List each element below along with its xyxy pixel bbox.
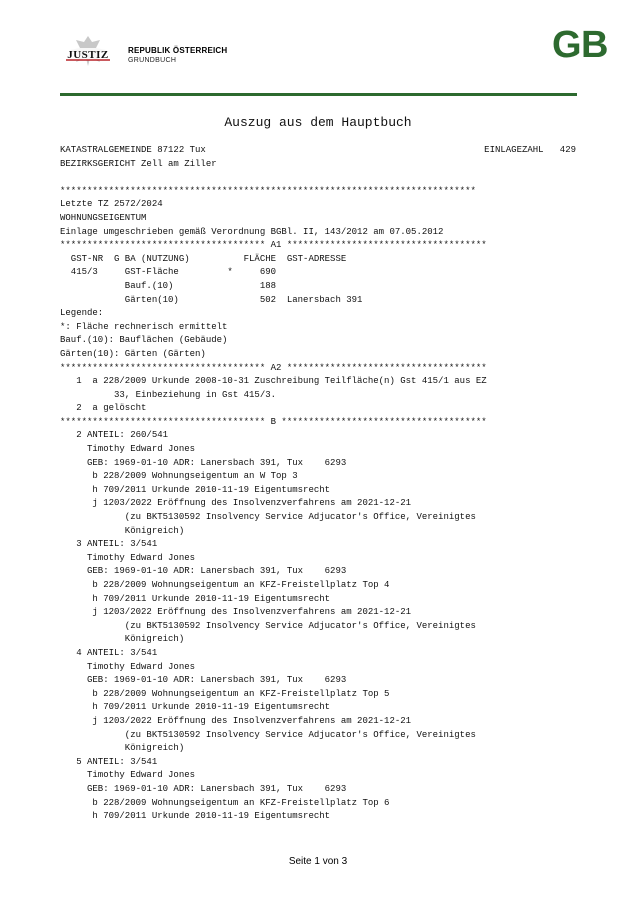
extract-body [60,144,576,824]
header-divider [60,93,577,96]
extract-lines [60,185,576,824]
extract-line: 33, Einbeziehung in Gst 415/3. [60,389,277,400]
brand-block [128,46,227,65]
einlagezahl-value: 429 [559,145,576,155]
page-number: Seite 1 von 3 [288,856,348,867]
extract-line: h 709/2011 Urkunde 2010-11-19 Eigentumsrecht [60,811,331,822]
eagle-emblem-icon [62,32,114,70]
extract-line: (zu BKT5130592 Insolvency Service Adjucator's Office, Vereinigtes [60,620,476,631]
extract-line: Timothy Edward Jones [60,661,196,672]
extract-line: h 709/2011 Urkunde 2010-11-19 Eigentumsrecht [60,702,331,713]
extract-line: b 228/2009 Wohnungseigentum an KFZ-Freistellplatz Top 6 [60,797,390,808]
extract-line: Timothy Edward Jones [60,552,196,563]
einlagezahl-label: EINLAGEZAHL [484,145,544,155]
gb-label: GB [552,24,608,66]
justiz-logo [62,32,114,70]
extract-line: Timothy Edward Jones [60,770,196,781]
extract-line: 415/3 GST-Fläche * 690 [60,267,277,278]
extract-line: Letzte TZ 2572/2024 [60,199,163,210]
extract-line: GEB: 1969-01-10 ADR: Lanersbach 391, Tux 6293 [60,783,347,794]
extract-line: 1 a 228/2009 Urkunde 2008-10-31 Zuschreibung Teilfläche(n) Gst 415/1 aus EZ [60,376,487,387]
extract-line: GEB: 1969-01-10 ADR: Lanersbach 391, Tux 6293 [60,457,347,468]
extract-line: h 709/2011 Urkunde 2010-11-19 Eigentumsrecht [60,484,331,495]
extract-line: GEB: 1969-01-10 ADR: Lanersbach 391, Tux 6293 [60,566,347,577]
extract-line: j 1203/2022 Eröffnung des Insolvenzverfahrens am 2021-12-21 [60,715,412,726]
extract-line: b 228/2009 Wohnungseigentum an W Top 3 [60,471,298,482]
meta-row-katastral [60,144,576,158]
extract-line: Timothy Edward Jones [60,444,196,455]
extract-line: 5 ANTEIL: 3/541 [60,756,158,767]
extract-line: ***************************************************************************** [60,185,476,196]
brand-grundbuch: GRUNDBUCH [128,57,177,64]
spacer [60,171,576,185]
extract-line: ************************************** A1 ************************************* [60,240,487,251]
einlagezahl [484,144,576,158]
extract-line: 2 a gelöscht [60,403,147,414]
extract-line: b 228/2009 Wohnungseigentum an KFZ-Freistellplatz Top 4 [60,580,390,590]
extract-line: Einlage umgeschrieben gemäß Verordnung BGBl. II, 143/2012 am 07.05.2012 [60,226,444,237]
extract-line: Gärten(10) 502 Lanersbach 391 [60,294,363,305]
extract-line: j 1203/2022 Eröffnung des Insolvenzverfahrens am 2021-12-21 [60,498,412,509]
extract-line: GEB: 1969-01-10 ADR: Lanersbach 391, Tux 6293 [60,675,347,686]
extract-line: Königreich) [60,743,185,754]
extract-line: b 228/2009 Wohnungseigentum an KFZ-Freistellplatz Top 5 [60,688,390,699]
extract-line: Legende: [60,308,104,319]
svg-text:JUSTIZ: JUSTIZ [67,49,109,61]
extract-line: Gärten(10): Gärten (Gärten) [60,348,206,359]
extract-line: WOHNUNGSEIGENTUM [60,212,147,223]
extract-line: ************************************** A2 ************************************* [60,362,487,373]
extract-line: Bauf.(10) 188 [60,280,277,291]
extract-line: (zu BKT5130592 Insolvency Service Adjucator's Office, Vereinigtes [60,729,476,740]
brand-republik: REPUBLIK ÖSTERREICH [128,46,228,55]
bezirksgericht: BEZIRKSGERICHT Zell am Ziller [60,158,217,169]
document-title: Auszug aus dem Hauptbuch [224,115,412,130]
extract-line: (zu BKT5130592 Insolvency Service Adjucator's Office, Vereinigtes [60,512,476,523]
extract-line: Königreich) [60,634,185,645]
extract-line: ************************************** B ************************************** [60,416,487,427]
extract-line: h 709/2011 Urkunde 2010-11-19 Eigentumsrecht [60,593,331,604]
extract-line: j 1203/2022 Eröffnung des Insolvenzverfahrens am 2021-12-21 [60,607,412,618]
extract-line: 2 ANTEIL: 260/541 [60,430,169,441]
extract-line: *: Fläche rechnerisch ermittelt [60,321,228,332]
extract-line: GST-NR G BA (NUTZUNG) FLÄCHE GST-ADRESSE [60,253,347,264]
extract-line: Bauf.(10): Bauflächen (Gebäude) [60,335,228,346]
katastralgemeinde: KATASTRALGEMEINDE 87122 Tux [60,145,206,155]
extract-line: Königreich) [60,525,185,536]
extract-line: 3 ANTEIL: 3/541 [60,539,158,550]
extract-line: 4 ANTEIL: 3/541 [60,647,158,658]
